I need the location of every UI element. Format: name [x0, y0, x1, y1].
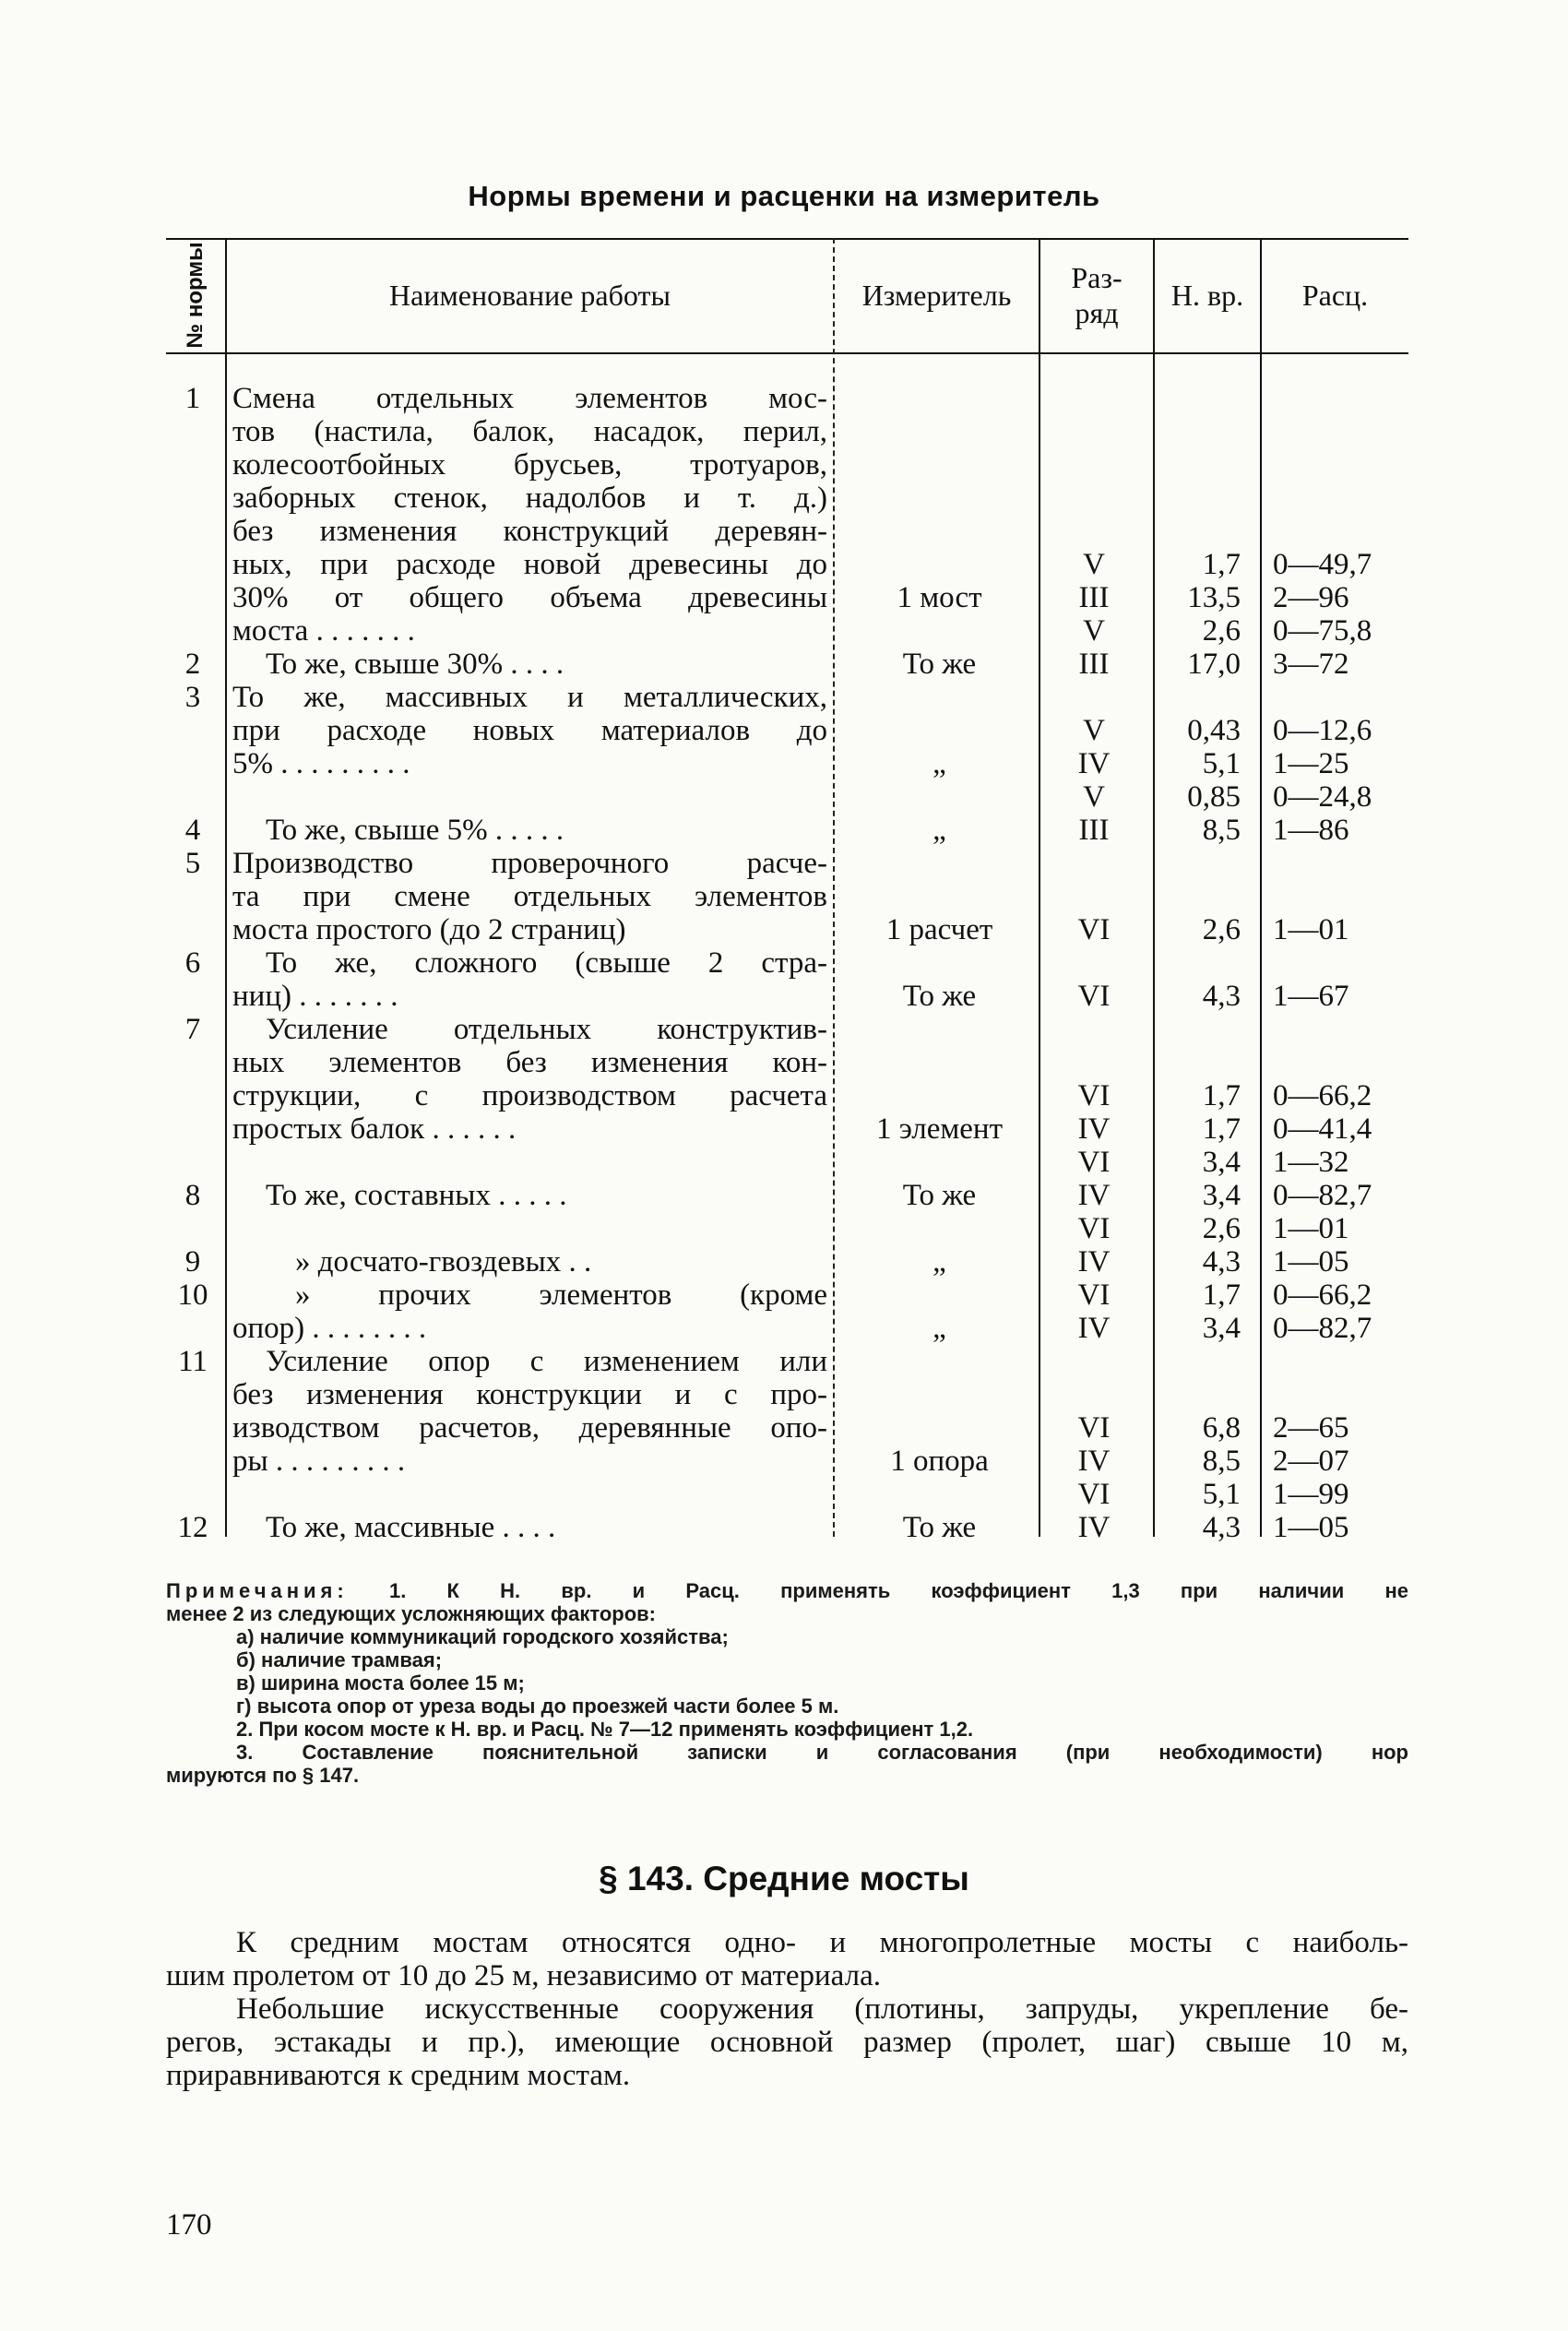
paragraph-1-line-1: К средним мостам относятся одно- и многопролетные мосты с наиболь- [236, 1926, 1408, 1959]
row-2-measure: То же [902, 648, 977, 681]
row-5-norm: 2,6 [1202, 913, 1241, 946]
col-rule-1 [225, 238, 227, 1537]
row-3-number: 3 [184, 681, 201, 714]
row-10-description: » прочих элементов (кроме опор) . . . . . . . . [232, 1278, 827, 1345]
row-3-rates: 0—12,6 1—25 0—24,8 [1273, 714, 1372, 814]
row-3-measure: „ [932, 747, 946, 780]
row-1-measure: 1 мост [897, 581, 982, 614]
row-2-rate: 3—72 [1273, 648, 1349, 681]
row-11-grades: VI IV VI [1077, 1411, 1111, 1511]
row-10-number: 10 [177, 1278, 208, 1312]
paragraph-2-line-1: Небольшие искусственные сооружения (плотины, запруды, укрепление бе- [236, 1992, 1408, 2026]
row-9-measure: „ [932, 1245, 946, 1278]
row-3-description: То же, массивных и металлических, при расходе новых материалов до 5% . . . . . . . . . [232, 681, 827, 780]
row-1-norms: 1,7 13,5 2,6 [1187, 548, 1241, 648]
section-heading: § 143. Средние мосты [599, 1860, 969, 1897]
header-norm-time: Н. вр. [1170, 279, 1244, 312]
row-12-grade: IV [1077, 1511, 1111, 1544]
row-6-measure: То же [902, 980, 977, 1013]
row-11-norms: 6,8 8,5 5,1 [1202, 1411, 1241, 1511]
col-rule-2 [833, 238, 835, 1537]
row-7-grades: VI IV VI [1077, 1079, 1111, 1179]
row-5-description: Производство проверочного расче- та при смене отдельных элементов моста простого (до 2 страниц) [232, 847, 827, 946]
row-2-description: То же, свыше 30% . . . . [266, 648, 564, 681]
row-2-grade: III [1078, 648, 1110, 681]
row-8-measure: То же [902, 1179, 977, 1212]
row-9-description: » досчато-гвоздевых . . [295, 1245, 592, 1278]
row-9-norm: 4,3 [1202, 1245, 1241, 1278]
header-measure: Измеритель [861, 279, 1012, 312]
col-rule-4 [1153, 238, 1155, 1537]
section-body [166, 1926, 1408, 2092]
row-2-norm: 17,0 [1187, 648, 1241, 681]
row-8-norms: 3,4 2,6 [1202, 1179, 1241, 1245]
row-4-number: 4 [184, 814, 201, 847]
row-6-norm: 4,3 [1202, 980, 1241, 1013]
header-work-name: Наименование работы [389, 279, 671, 312]
header-bottom-rule [166, 352, 1408, 354]
row-5-grade: VI [1077, 913, 1111, 946]
row-4-norm: 8,5 [1202, 814, 1241, 847]
row-9-number: 9 [184, 1245, 201, 1278]
row-9-grade: IV [1077, 1245, 1111, 1278]
row-6-rate: 1—67 [1273, 980, 1349, 1013]
row-1-number: 1 [184, 382, 201, 415]
row-6-description: То же, сложного (свыше 2 стра- ниц) . . . . . . . [232, 946, 827, 1013]
row-1-grades: V III V [1078, 548, 1110, 648]
table-notes [166, 1579, 1408, 1787]
row-12-measure: То же [902, 1511, 977, 1544]
paragraph-1-line-2: шим пролетом от 10 до 25 м, независимо от материала. [166, 1959, 881, 1992]
row-11-rates: 2—65 2—07 1—99 [1273, 1411, 1349, 1511]
row-11-description: Усиление опор с изменением или без изменения конструкции и с про- изводством расчетов, деревянные опо- ры . . . . . . . . . [232, 1345, 827, 1478]
row-12-norm: 4,3 [1202, 1511, 1241, 1544]
row-12-description: То же, массивные . . . . [266, 1511, 556, 1544]
note-1-line-1: Примечания: 1. К Н. вр. и Расц. применять коэффициент 1,3 при наличии не [166, 1579, 1408, 1602]
row-8-number: 8 [184, 1179, 201, 1212]
paragraph-2-line-2: регов, эстакады и пр.), имеющие основной размер (пролет, шаг) свыше 10 м, [166, 2026, 1408, 2059]
row-8-rates: 0—82,7 1—01 [1273, 1179, 1372, 1245]
row-11-number: 11 [178, 1345, 208, 1378]
row-7-number: 7 [184, 1013, 201, 1046]
row-8-description: То же, составных . . . . . [266, 1179, 567, 1212]
col-rule-5 [1260, 238, 1262, 1537]
row-5-number: 5 [184, 847, 201, 880]
row-7-norms: 1,7 1,7 3,4 [1202, 1079, 1241, 1179]
row-7-rates: 0—66,2 0—41,4 1—32 [1273, 1079, 1372, 1179]
note-1-item-d: г) высота опор от уреза воды до проезжей части более 5 м. [236, 1695, 839, 1718]
norms-table [166, 238, 1408, 1544]
row-4-description: То же, свыше 5% . . . . . [266, 814, 564, 847]
row-10-measure: „ [932, 1312, 946, 1345]
note-1-item-a: а) наличие коммуникаций городского хозяйства; [236, 1625, 729, 1648]
row-7-measure: 1 элемент [875, 1112, 1004, 1146]
row-2-number: 2 [184, 648, 201, 681]
row-10-norms: 1,7 3,4 [1202, 1278, 1241, 1345]
row-1-rates: 0—49,7 2—96 0—75,8 [1273, 548, 1372, 648]
header-norm-number: № нормы [183, 242, 208, 349]
row-4-grade: III [1078, 814, 1110, 847]
row-12-number: 12 [177, 1511, 208, 1544]
row-4-measure: „ [932, 814, 946, 847]
row-3-norms: 0,43 5,1 0,85 [1187, 714, 1241, 814]
row-12-rate: 1—05 [1273, 1511, 1349, 1544]
note-1-line-2: менее 2 из следующих усложняющих факторов: [166, 1602, 656, 1625]
note-3-line-1: 3. Составление пояснительной записки и согласования (при необходимости) нор [236, 1741, 1408, 1764]
row-5-measure: 1 расчет [885, 913, 993, 946]
row-11-measure: 1 опора [890, 1445, 989, 1478]
row-8-grades: IV VI [1077, 1179, 1111, 1245]
paragraph-2-line-3: приравниваются к средним мостам. [166, 2059, 631, 2092]
page-number: 170 [166, 2208, 212, 2242]
header-grade: Раз- ряд [1071, 261, 1123, 329]
note-2: 2. При косом мосте к Н. вр. и Расц. № 7—12 применять коэффициент 1,2. [236, 1718, 974, 1741]
row-5-rate: 1—01 [1273, 913, 1349, 946]
row-10-rates: 0—66,2 0—82,7 [1273, 1278, 1372, 1345]
row-9-rate: 1—05 [1273, 1245, 1349, 1278]
row-4-rate: 1—86 [1273, 814, 1349, 847]
row-6-number: 6 [184, 946, 201, 980]
row-10-grades: VI IV [1077, 1278, 1111, 1345]
row-1-description: Смена отдельных элементов мос- тов (настила, балок, насадок, перил, колесоотбойных брусьев, тротуаров, заборных стенок, надолбов и т. д.) без изменения конструкций деревян- ных, при расходе новой древесины до 30% от общего объема древесины моста . . . . . . . [232, 382, 827, 648]
row-7-description: Усиление отдельных конструктив- ных элементов без изменения кон- струкции, с производством расчета простых балок . . . . . . [232, 1013, 827, 1146]
table-title: Нормы времени и расценки на измеритель [468, 180, 1100, 212]
note-3-line-2: мируются по § 147. [166, 1764, 360, 1787]
note-1-item-b: б) наличие трамвая; [236, 1648, 443, 1671]
row-3-grades: V IV V [1077, 714, 1111, 814]
header-rate: Расц. [1301, 279, 1369, 312]
note-1-item-c: в) ширина моста более 15 м; [236, 1671, 525, 1695]
row-6-grade: VI [1077, 980, 1111, 1013]
